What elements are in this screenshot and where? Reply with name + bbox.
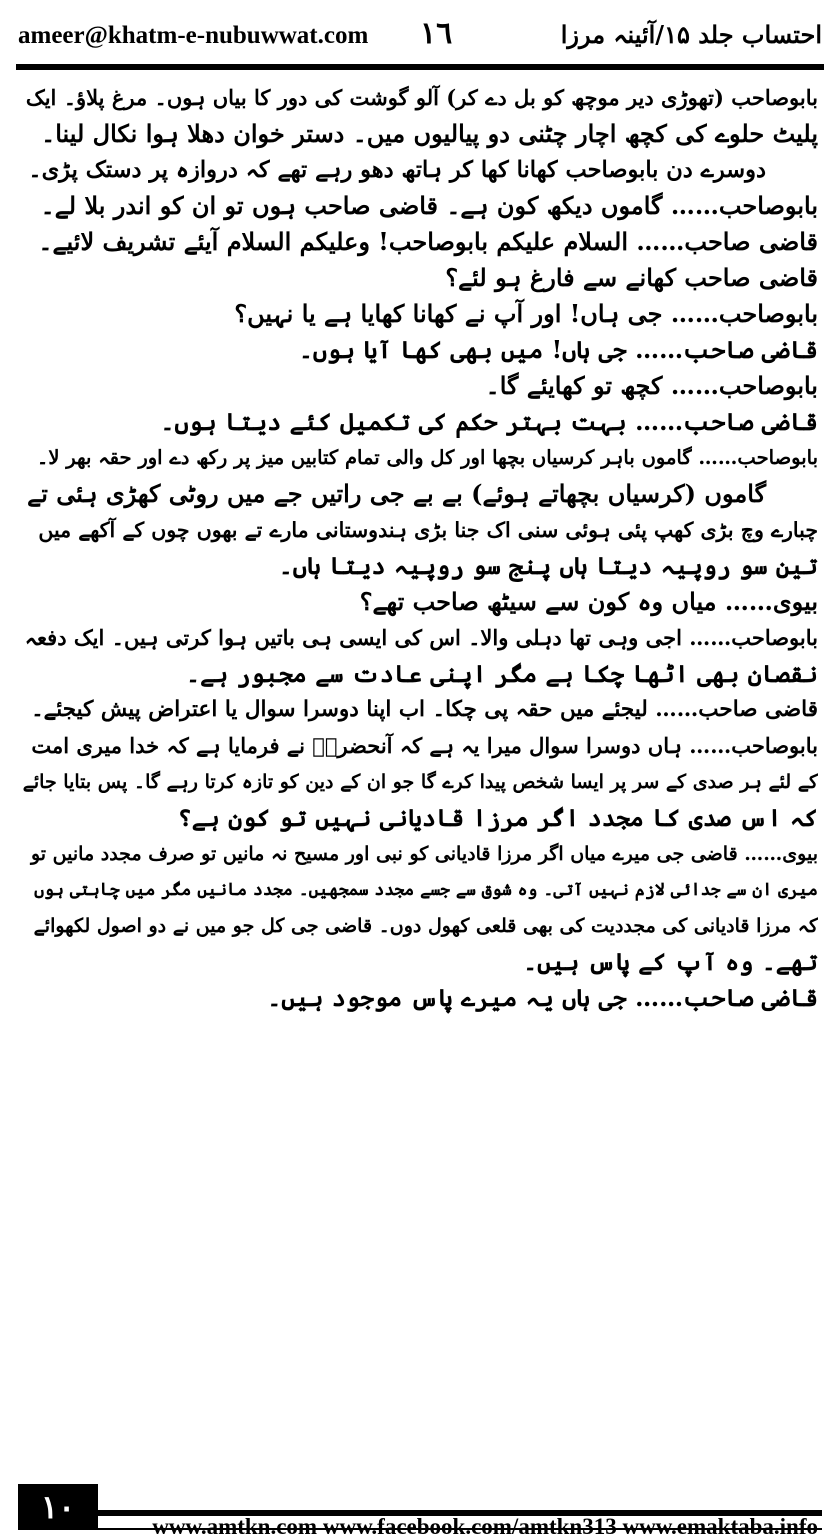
dialogue-line: بیوی…… میاں وہ کون سے سیٹھ صاحب تھے؟ (359, 587, 818, 616)
text-line: کے لئے ہر صدی کے سر پر ایسا شخص پیدا کرے گا جو ان کے دین کو تازہ کرتا رہے گا۔ پس بتایا جائے (22, 771, 818, 793)
dialogue-line: قاضی صاحب…… بہت بہتر حکم کی تکمیل کئے دیتا ہوں۔ (160, 407, 818, 436)
page-footer (0, 1478, 840, 1540)
footer-page-number: ١٠ (18, 1484, 98, 1530)
text-line: کہ مرزا قادیانی کی مجددیت کی بھی قلعی کھول دوں۔ قاضی جی کل جو میں نے دو اصول لکھوائے (33, 915, 818, 937)
dialogue-line: بابوصاحب…… ہاں دوسرا سوال میرا یہ ہے کہ آنحضرتؐ نے فرمایا ہے کہ خدا میری امت (31, 733, 818, 758)
page-header (18, 14, 822, 56)
dialogue-line: قاضی صاحب…… السلام علیکم بابوصاحب! وعلیکم السلام آیئے تشریف لائیے۔ (38, 227, 818, 256)
text-line: دوسرے دن بابوصاحب کھانا کھا کر ہاتھ دھو رہے تھے کہ دروازہ پر دستک پڑی۔ (28, 157, 766, 183)
header-book-title: احتساب جلد ۱۵/آئینہ مرزا (560, 20, 822, 49)
text-line: گاموں (کرسیاں بچھاتے ہوئے) بے بے جی راتیں جے میں روٹی کھڑی ہئی تے (27, 479, 766, 508)
dialogue-line: قاضی صاحب…… جی ہاں! میں بھی کھا آیا ہوں۔ (298, 335, 818, 364)
text-line: چبارے وچ بڑی کھپ پئی ہوئی سنی اک جنا بڑی ہندوستانی مارے تے بھوں چوں کے آکھے میں (38, 518, 818, 542)
header-page-number: ١٦ (420, 16, 453, 51)
text-line: پلیٹ حلوے کی کچھ اچار چٹنی دو پیالیوں میں۔ دستر خوان دھلا ہوا نکال لینا۔ (41, 119, 818, 148)
header-email: ameer@khatm-e-nubuwwat.com (18, 22, 369, 49)
dialogue-line: قاضی صاحب…… جی ہاں یہ میرے پاس موجود ہیں۔ (267, 983, 818, 1012)
text-line: تھے۔ وہ آپ کے پاس ہیں۔ (523, 947, 818, 976)
dialogue-line: بیوی…… قاضی جی میرے میاں اگر مرزا قادیانی کو نبی اور مسیح نہ مانیں تو صرف مجدد مانیں تو (30, 843, 818, 865)
text-line: تین سو روپیہ دیتا ہاں پنج سو روپیہ دیتا ہاں۔ (278, 551, 818, 580)
dialogue-line: قاضی صاحب…… لیجئے میں حقہ پی چکا۔ اب اپنا دوسرا سوال یا اعتراض پیش کیجئے۔ (31, 697, 818, 722)
text-line: کہ اس صدی کا مجدد اگر مرزا قادیانی نہیں تو کون ہے؟ (177, 803, 818, 832)
dialogue-line: بابوصاحب…… کچھ تو کھایئے گا۔ (485, 371, 818, 400)
text-line: قاضی صاحب کھانے سے فارغ ہو لئے؟ (445, 263, 818, 292)
text-line: بابوصاحب (تھوڑی دیر موچھ کو بل دے کر) آلو گوشت کی دور کا بیاں ہوں۔ مرغ پلاؤ۔ ایک (25, 85, 818, 110)
footer-links: www.amtkn.com www.facebook.com/amtkn313 www.emaktaba.info (152, 1514, 818, 1539)
page-body (22, 80, 818, 1016)
dialogue-line: بابوصاحب…… اجی وہی تھا دہلی والا۔ اس کی ایسی ہی باتیں ہوا کرتی ہیں۔ ایک دفعہ (24, 625, 818, 650)
dialogue-line: بابوصاحب…… گاموں باہر کرسیاں بچھا اور کل والی تمام کتابیں میز پر رکھ دے اور حقہ بھر لا۔ (36, 446, 818, 469)
dialogue-line: بابوصاحب…… جی ہاں! اور آپ نے کھانا کھایا ہے یا نہیں؟ (234, 299, 818, 328)
text-line: میری ان سے جدائی لازم نہیں آتی۔ وہ شوق سے جسے مجدد سمجھیں۔ مجدد مانیں مگر میں چاہتی ہوں (34, 880, 818, 900)
dialogue-line: بابوصاحب…… گاموں دیکھ کون ہے۔ قاضی صاحب ہوں تو ان کو اندر بلا لے۔ (40, 191, 818, 220)
text-line: نقصان بھی اٹھا چکا ہے مگر اپنی عادت سے مجبور ہے۔ (186, 659, 818, 688)
header-rule (16, 64, 824, 70)
